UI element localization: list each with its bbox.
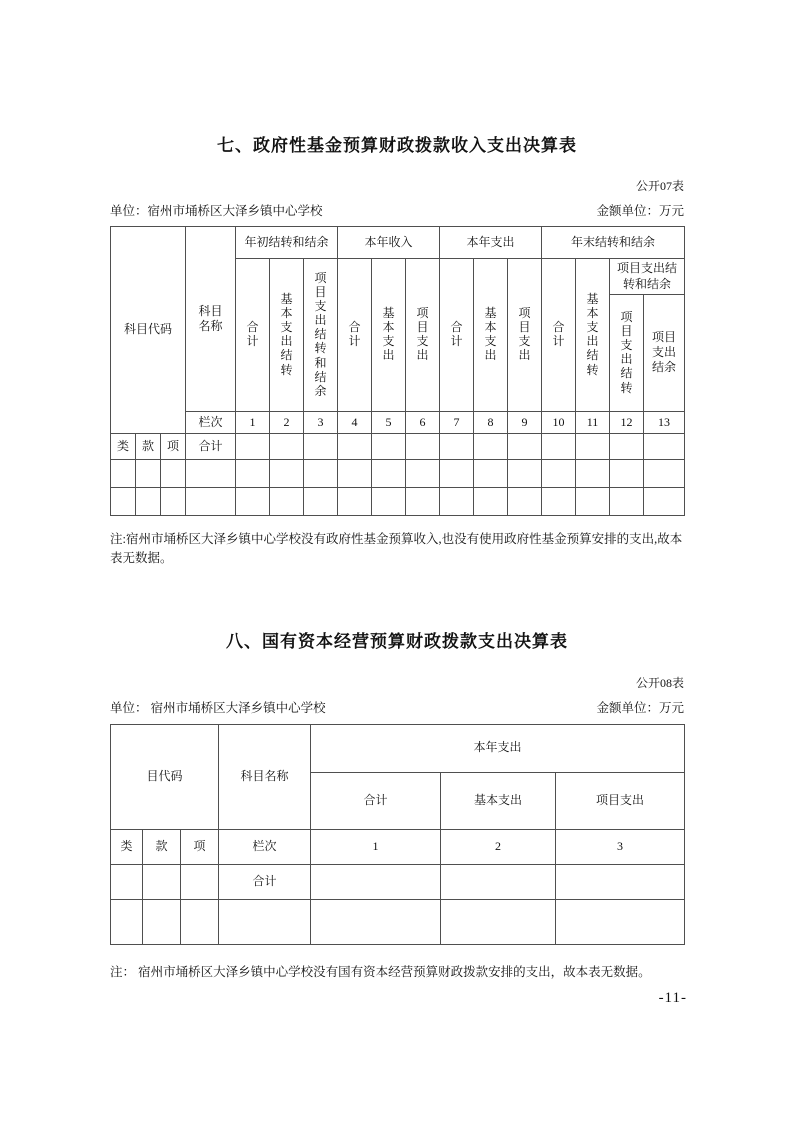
- t7-empty-cell: [508, 434, 542, 460]
- t7-empty-cell: [474, 488, 508, 516]
- t7-col-number: 4: [338, 412, 372, 434]
- t7-empty-cell: [136, 460, 161, 488]
- table8-public-code: 公开08表: [635, 675, 684, 690]
- t7-col-label-2: 基本支出结转: [280, 291, 293, 377]
- t7-col-header-2: [270, 259, 304, 412]
- table8-title: 八、国有资本经营预算财政拨款支出决算表: [226, 631, 568, 651]
- t8-empty-cell: [219, 899, 311, 944]
- t8-empty-cell: [441, 899, 556, 944]
- t7-col-label-9: 项目支出: [518, 305, 531, 363]
- t8-empty-cell: [111, 899, 143, 944]
- t7-col-label-13: 项目支出结余: [652, 330, 677, 375]
- t7-empty-cell: [304, 434, 338, 460]
- t7-col-number: 2: [270, 412, 304, 434]
- t7-col-header-6: [406, 259, 440, 412]
- page-number: -11-: [658, 990, 687, 1006]
- t7-empty-cell: [111, 488, 136, 516]
- t7-col-number: 10: [542, 412, 576, 434]
- t7-col-header-3: [304, 259, 338, 412]
- t7-col-number: 1: [236, 412, 270, 434]
- t7-empty-cell: [406, 460, 440, 488]
- t7-empty-cell: [610, 488, 644, 516]
- t7-col-number: 3: [304, 412, 338, 434]
- page-content: [110, 0, 684, 982]
- t7-col-label-7: 合计: [450, 320, 463, 349]
- t7-empty-cell: [186, 488, 236, 516]
- t7-empty-cell: [304, 460, 338, 488]
- t7-empty-cell: [338, 488, 372, 516]
- t7-empty-cell: [440, 460, 474, 488]
- t7-empty-cell: [508, 460, 542, 488]
- t7-empty-cell: [372, 488, 406, 516]
- t7-empty-cell: [236, 434, 270, 460]
- t8-col-number: 2: [441, 829, 556, 864]
- t8-lei-cell: 类: [111, 829, 143, 864]
- t7-subject-name-label: 科目名称: [198, 303, 223, 333]
- t7-empty-cell: [644, 488, 685, 516]
- t8-xiang-cell: 项: [181, 829, 219, 864]
- table8-note: 注： 宿州市埇桥区大泽乡镇中心学校没有国有资本经营预算财政拨款安排的支出，故本表无数据。: [110, 964, 651, 979]
- t8-group-year-expenditure: 本年支出: [311, 724, 685, 772]
- t8-col-header-3: 项目支出: [556, 772, 685, 829]
- t7-col-label-1: 合计: [246, 320, 259, 349]
- t7-empty-cell: [644, 460, 685, 488]
- table8: [110, 724, 685, 945]
- t7-empty-cell: [440, 488, 474, 516]
- t7-col-number: 8: [474, 412, 508, 434]
- t7-empty-cell: [542, 460, 576, 488]
- t7-col-header-12: [610, 295, 644, 412]
- t8-empty-cell: [556, 899, 685, 944]
- t7-empty-cell: [236, 460, 270, 488]
- t7-empty-cell: [186, 460, 236, 488]
- t8-empty-cell: [311, 864, 441, 899]
- t8-col-header-2: 基本支出: [441, 772, 556, 829]
- t7-empty-cell: [161, 488, 186, 516]
- t7-col-number: 11: [576, 412, 610, 434]
- t8-subject-name-header: 科目名称: [219, 724, 311, 829]
- table7-title: 七、政府性基金预算财政拨款收入支出决算表: [217, 136, 577, 155]
- t7-col-label-8: 基本支出: [484, 305, 497, 363]
- t7-empty-cell: [111, 460, 136, 488]
- t7-kuan-cell: 款: [136, 434, 161, 460]
- t7-col-label-6: 项目支出: [416, 305, 429, 363]
- t8-empty-cell: [143, 864, 181, 899]
- t7-empty-cell: [236, 488, 270, 516]
- table7-meta-row: [110, 201, 684, 219]
- t7-group-yearend-balance: 年末结转和结余: [542, 227, 685, 259]
- t8-empty-cell: [556, 864, 685, 899]
- t7-empty-cell: [270, 434, 304, 460]
- t7-empty-cell: [542, 488, 576, 516]
- t8-empty-cell: [181, 864, 219, 899]
- t7-col-number: 5: [372, 412, 406, 434]
- t7-col-header-11: [576, 259, 610, 412]
- t7-empty-cell: [576, 434, 610, 460]
- t7-empty-cell: [508, 488, 542, 516]
- t7-total-row-label: 合计: [186, 434, 236, 460]
- t8-empty-cell: [111, 864, 143, 899]
- t7-col-label-10: 合计: [552, 320, 565, 349]
- t7-empty-cell: [406, 488, 440, 516]
- t8-kuan-cell: 款: [143, 829, 181, 864]
- t7-xiang-cell: 项: [161, 434, 186, 460]
- t7-empty-cell: [161, 460, 186, 488]
- table8-unit-label: 单位： 宿州市埇桥区大泽乡镇中心学校: [110, 700, 326, 715]
- t7-col-header-10: [542, 259, 576, 412]
- t8-empty-cell: [181, 899, 219, 944]
- t7-subgroup-label: 项目支出结转和结余: [617, 260, 678, 291]
- t7-empty-cell: [304, 488, 338, 516]
- t8-empty-cell: [143, 899, 181, 944]
- t7-col-number: 7: [440, 412, 474, 434]
- t7-col-number: 9: [508, 412, 542, 434]
- t7-empty-cell: [610, 434, 644, 460]
- t7-subgroup-project-balance: [610, 259, 685, 295]
- t7-empty-cell: [644, 434, 685, 460]
- t7-empty-cell: [576, 460, 610, 488]
- t7-empty-cell: [372, 460, 406, 488]
- t7-empty-cell: [542, 434, 576, 460]
- table7-public-code: 公开07表: [635, 179, 684, 193]
- t7-col-number: 6: [406, 412, 440, 434]
- t7-empty-cell: [270, 488, 304, 516]
- t7-col-header-1: [236, 259, 270, 412]
- t7-empty-cell: [338, 434, 372, 460]
- table7-unit-label: 单位：宿州市埇桥区大泽乡镇中心学校: [110, 204, 323, 218]
- t7-group-year-expenditure: 本年支出: [440, 227, 542, 259]
- t7-subject-name-header: [186, 227, 236, 412]
- t7-lei-cell: 类: [111, 434, 136, 460]
- t7-group-year-income: 本年收入: [338, 227, 440, 259]
- t7-col-label-5: 基本支出: [382, 305, 395, 363]
- t7-empty-cell: [610, 460, 644, 488]
- t7-col-header-7: [440, 259, 474, 412]
- t8-lanci-cell: 栏次: [219, 829, 311, 864]
- t8-total-row-label: 合计: [219, 864, 311, 899]
- t7-col-number: 12: [610, 412, 644, 434]
- t8-subject-code-header: 目代码: [111, 724, 219, 829]
- t7-col-label-12: 项目支出结转: [620, 309, 633, 395]
- t7-col-header-9: [508, 259, 542, 412]
- t7-col-header-5: [372, 259, 406, 412]
- t7-col-label-3: 项目支出结转和结余: [314, 270, 327, 398]
- table7: [110, 226, 685, 516]
- table7-money-unit-label: 金额单位：万元: [596, 204, 684, 218]
- table8-meta-row: [110, 698, 684, 716]
- t7-empty-cell: [440, 434, 474, 460]
- table8-money-unit-label: 金额单位：万元: [596, 700, 684, 715]
- t8-col-number: 3: [556, 829, 685, 864]
- table8-section: [110, 627, 684, 982]
- t7-empty-cell: [270, 460, 304, 488]
- t7-empty-cell: [406, 434, 440, 460]
- t7-col-header-13: [644, 295, 685, 412]
- t7-subject-code-header: [111, 227, 186, 434]
- t8-col-number: 1: [311, 829, 441, 864]
- table7-note: 注:宿州市埇桥区大泽乡镇中心学校没有政府性基金预算收入,也没有使用政府性基金预算安排的支出,故本表无数据。: [110, 532, 683, 566]
- table7-section: [110, 131, 684, 569]
- t7-subject-code-label: 科目代码: [123, 322, 172, 337]
- t7-col-label-4: 合计: [348, 320, 361, 349]
- t7-empty-cell: [474, 460, 508, 488]
- t7-group-initial-balance: 年初结转和结余: [236, 227, 338, 259]
- t8-col-header-1: 合计: [311, 772, 441, 829]
- t7-col-header-4: [338, 259, 372, 412]
- t8-empty-cell: [441, 864, 556, 899]
- t7-empty-cell: [474, 434, 508, 460]
- t7-empty-cell: [576, 488, 610, 516]
- t7-col-number: 13: [644, 412, 685, 434]
- t7-col-label-11: 基本支出结转: [586, 291, 599, 377]
- t7-empty-cell: [372, 434, 406, 460]
- t7-empty-cell: [338, 460, 372, 488]
- t7-lanci-cell: 栏次: [186, 412, 236, 434]
- t8-empty-cell: [311, 899, 441, 944]
- t7-col-header-8: [474, 259, 508, 412]
- t7-empty-cell: [136, 488, 161, 516]
